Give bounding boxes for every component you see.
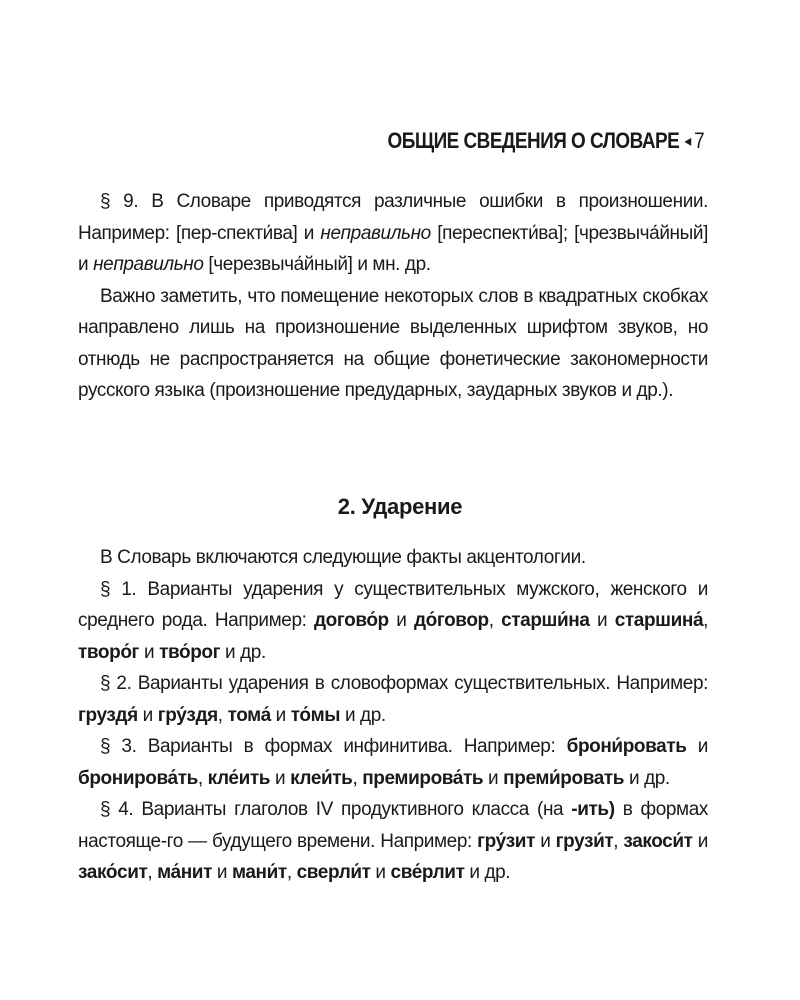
text: [черезвыча́йный] и мн. др. [203, 254, 431, 275]
bold-word: клеи́ть [290, 767, 353, 789]
bold-word: брони́ровать [566, 736, 687, 757]
text: § 4. Варианты глаголов IV продуктивного класса (на [100, 799, 572, 820]
text: , [217, 704, 228, 726]
text: и др. [464, 862, 511, 883]
text: и [388, 610, 414, 631]
bold-word: сверли́т [296, 862, 371, 883]
bold-word: грузи́т [555, 830, 614, 852]
section-heading: 2. Ударение [337, 494, 463, 519]
text: и др. [340, 704, 386, 726]
text: и др. [624, 767, 670, 789]
text: , [613, 830, 624, 852]
suffix-term: -ить) [571, 799, 615, 820]
bold-word: кле́ить [207, 767, 271, 789]
text: [перeспекти́ва]; [чрезвыча́йный] и [78, 222, 708, 275]
arrow-left-icon: ◂ [684, 133, 691, 150]
bold-word: бронирова́ть [78, 767, 198, 789]
text: § 2. Варианты ударения в словоформах существительных. Например: [100, 673, 708, 694]
bold-word: мани́т [231, 862, 287, 883]
text: , [352, 767, 363, 789]
bold-word: догово́р [313, 610, 389, 631]
bold-word: до́говор [413, 610, 489, 631]
bold-word: старши́на [501, 610, 590, 631]
bold-word: гру́зит [477, 830, 535, 852]
bold-word: све́рлит [390, 862, 465, 883]
page-number: 7 [693, 128, 704, 153]
bold-word: гру́здя [157, 704, 218, 726]
text: и [137, 704, 158, 726]
text: и [589, 610, 615, 631]
paragraph-2 [78, 668, 708, 731]
bold-word: тома́ [227, 704, 271, 726]
text: и [370, 862, 391, 883]
text: § 9. В Словаре приводятся различные ошибки в произношении. Например: [пер-спекти́ва] и [78, 191, 708, 244]
paragraph-intro: В Словарь включаются следующие факты акцентологии. [100, 547, 586, 568]
text: , [286, 862, 297, 883]
bold-word: премирова́ть [362, 767, 484, 789]
text: и [139, 641, 160, 663]
bold-word: зако́сит [78, 862, 148, 883]
bold-word: старшина́ [614, 610, 704, 631]
text: и [270, 767, 291, 789]
text: и [534, 830, 556, 852]
bold-word: то́мы [290, 704, 341, 726]
paragraph-note: Важно заметить, что помещение некоторых слов в квадратных скобках направлено лишь на произношение выделенных шрифтом звуков, но отнюдь не распространяется на общие фонетические закономерности русского языка (произношение предударных, заударных звуков и др.). [78, 285, 708, 401]
text: и [270, 704, 291, 726]
bold-word: преми́ровать [503, 767, 625, 789]
text: и [686, 736, 708, 757]
text: § 3. Варианты в формах инфинитива. Например: [100, 736, 567, 757]
text: и [212, 862, 232, 883]
text: , [197, 767, 208, 789]
text: § 1. Варианты ударения у существительных мужского, женского и среднего рода. Например: [78, 578, 708, 631]
paragraph-9 [78, 186, 708, 281]
bold-word: творо́г [78, 641, 140, 663]
text: в формах настояще-го — будущего времени. Например: [78, 799, 708, 852]
text: и др. [220, 641, 266, 663]
header-title: ОБЩИЕ СВЕДЕНИЯ О СЛОВАРЕ [387, 128, 679, 153]
text: , [488, 610, 502, 631]
italic-term: неправильно [93, 254, 204, 275]
bold-word: тво́рог [159, 641, 221, 663]
bold-word: ма́нит [157, 862, 212, 883]
bold-word: груздя́ [78, 704, 138, 726]
running-header [387, 128, 704, 154]
text: и [692, 830, 708, 852]
text: , [703, 610, 708, 631]
text: , [147, 862, 158, 883]
section1-body [78, 186, 708, 407]
paragraph-3 [78, 731, 708, 794]
bold-word: закоси́т [623, 830, 693, 852]
section2-body [78, 542, 708, 889]
paragraph-1 [78, 574, 708, 669]
italic-term: неправильно [320, 222, 431, 244]
text: и [483, 767, 504, 789]
paragraph-4 [78, 794, 708, 889]
